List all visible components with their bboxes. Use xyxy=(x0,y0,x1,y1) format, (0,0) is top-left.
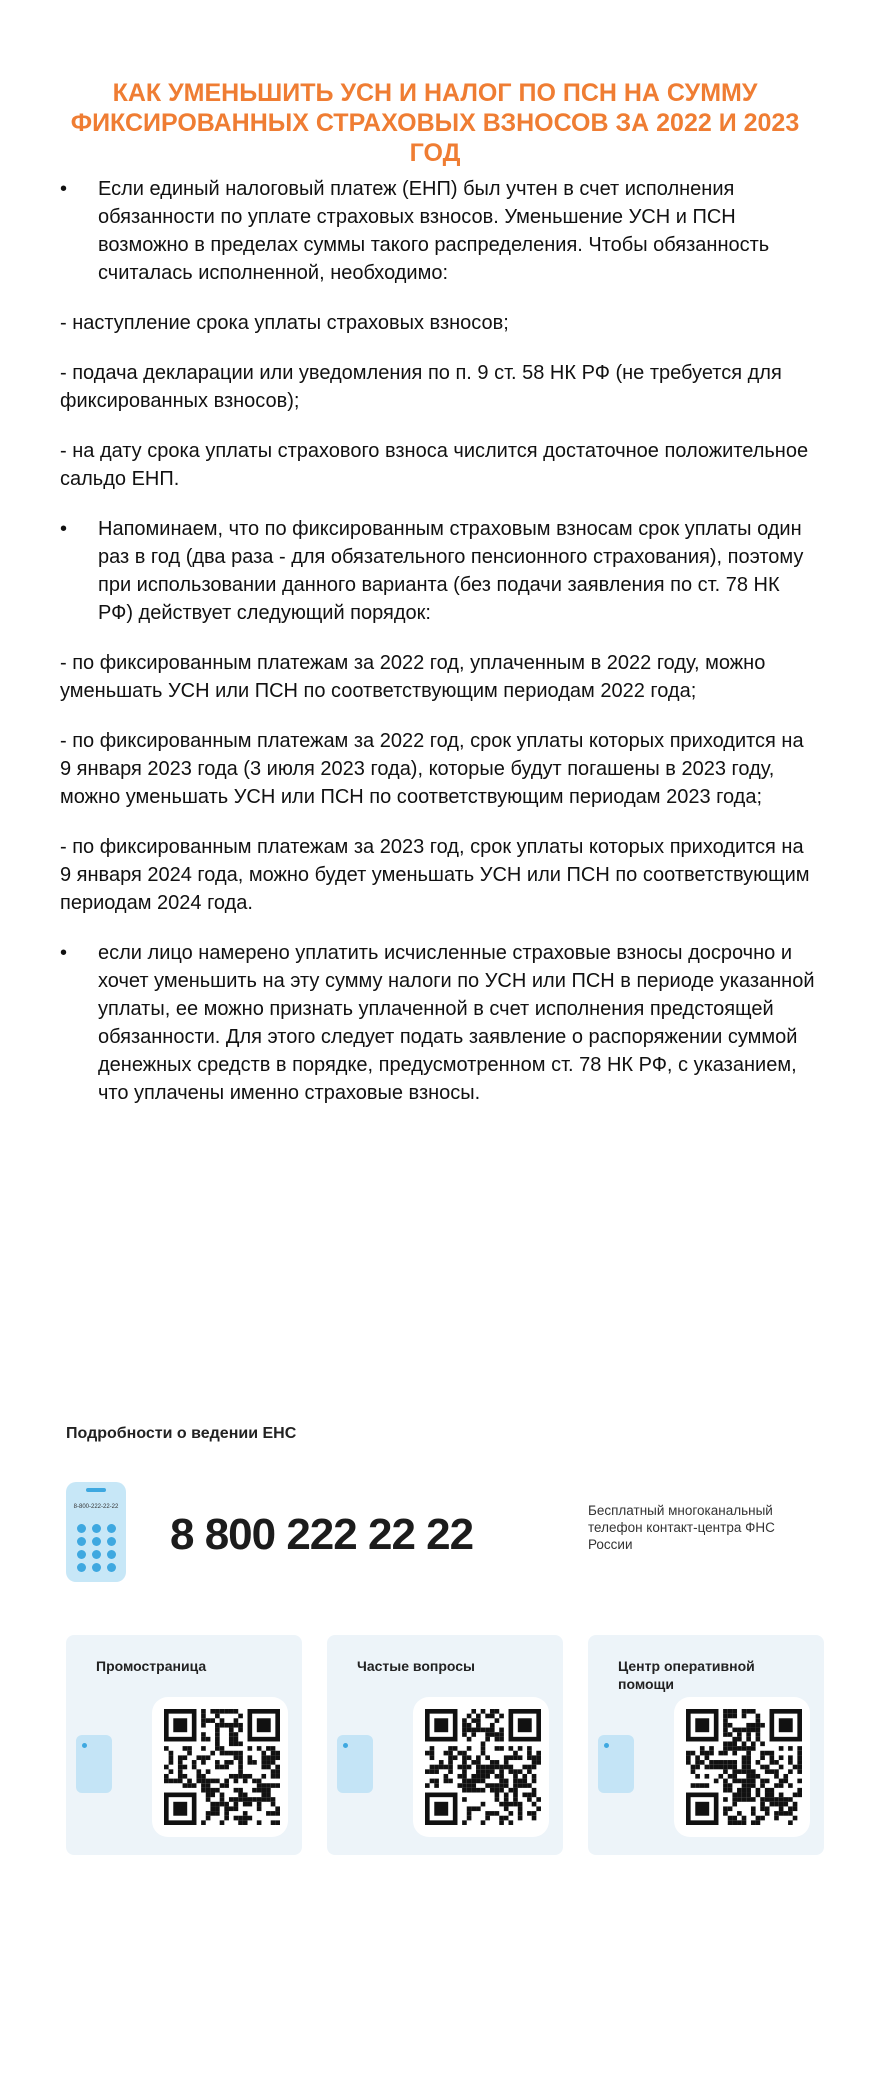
qr-card-label: Промостраница xyxy=(96,1658,207,1674)
qr-card-label: Центр оперативной помощи xyxy=(618,1658,755,1692)
bullet-dot: • xyxy=(60,942,68,964)
main-content xyxy=(60,175,815,1129)
page-title: КАК УМЕНЬШИТЬ УСН И НАЛОГ ПО ПСН НА СУММУ ФИКСИРОВАННЫХ СТРАХОВЫХ ВЗНОСОВ ЗА 2022 И 2023 ГОД xyxy=(70,79,800,167)
qr-card-label: Частые вопросы xyxy=(357,1658,475,1674)
qr-code-icon[interactable] xyxy=(686,1709,802,1825)
hotline-description: Бесплатный многоканальный телефон контакт-центра ФНС России xyxy=(588,1503,775,1552)
bullet-dot: • xyxy=(60,178,68,200)
hotline-number[interactable]: 8 800 222 22 22 xyxy=(170,1510,474,1559)
qr-card-promo[interactable] xyxy=(66,1635,302,1855)
phone-tile-icon xyxy=(76,1735,112,1793)
phone-speaker xyxy=(86,1488,106,1492)
condition-item: - наступление срока уплаты страховых взносов; xyxy=(60,312,509,334)
bullet-item xyxy=(60,515,815,627)
qr-code-icon[interactable] xyxy=(164,1709,280,1825)
phone-keypad xyxy=(77,1524,116,1572)
qr-panel xyxy=(413,1697,549,1837)
bullet-text: Напоминаем, что по фиксированным страховым взносам срок уплаты один раз в год (два раза - для обязательного пенсионного страхования), поэтому при использовании данного варианта (без подачи заявления по ст. 78 НК РФ) действует следующий порядок: xyxy=(98,518,804,624)
bullet-text: если лицо намерено уплатить исчисленные страховые взносы досрочно и хочет уменьшить на эту сумму налоги по УСН или ПСН в периоде указанной уплаты, ее можно признать уплаченной в счет исполнения предстоящей обязанности. Для этого следует подать заявление о распоряжении суммой денежных средств в порядке, предусмотренном ст. 78 НК РФ, с указанием, что уплачены именно страховые взносы. xyxy=(98,942,815,1104)
bullet-item xyxy=(60,175,815,287)
procedure-item: - по фиксированным платежам за 2022 год, уплаченным в 2022 году, можно уменьшать УСН или ПСН по соответствующим периодам 2022 года; xyxy=(60,652,766,702)
qr-panel xyxy=(152,1697,288,1837)
qr-panel xyxy=(674,1697,810,1837)
condition-item: - подача декларации или уведомления по п. 9 ст. 58 НК РФ (не требуется для фиксированных взносов); xyxy=(60,362,782,412)
bullet-text: Если единый налоговый платеж (ЕНП) был учтен в счет исполнения обязанности по уплате страховых взносов. Уменьшение УСН и ПСН возможно в пределах суммы такого распределения. Чтобы обязанность считалась исполненной, необходимо: xyxy=(98,178,770,284)
phone-tile-icon xyxy=(598,1735,634,1793)
phone-screen-number: 8-800-222-22-22 xyxy=(73,1504,119,1510)
footer-heading: Подробности о ведении ЕНС xyxy=(66,1425,297,1442)
qr-code-icon[interactable] xyxy=(425,1709,541,1825)
condition-item: - на дату срока уплаты страхового взноса числится достаточное положительное сальдо ЕНП. xyxy=(60,440,809,490)
bullet-dot: • xyxy=(60,518,68,540)
bullet-item xyxy=(60,939,815,1107)
qr-card-help-center[interactable] xyxy=(588,1635,824,1855)
procedure-item: - по фиксированным платежам за 2022 год, срок уплаты которых приходится на 9 января 2023 года (3 июля 2023 года), которые будут погашены в 2023 году, можно уменьшать УСН или ПСН по соответствующим периодам 2023 года; xyxy=(60,730,804,808)
phone-tile-icon xyxy=(337,1735,373,1793)
qr-card-faq[interactable] xyxy=(327,1635,563,1855)
procedure-item: - по фиксированным платежам за 2023 год, срок уплаты которых приходится на 9 января 2024 года, можно будет уменьшать УСН или ПСН по соответствующим периодам 2024 года. xyxy=(60,836,810,914)
phone-icon xyxy=(66,1482,126,1582)
